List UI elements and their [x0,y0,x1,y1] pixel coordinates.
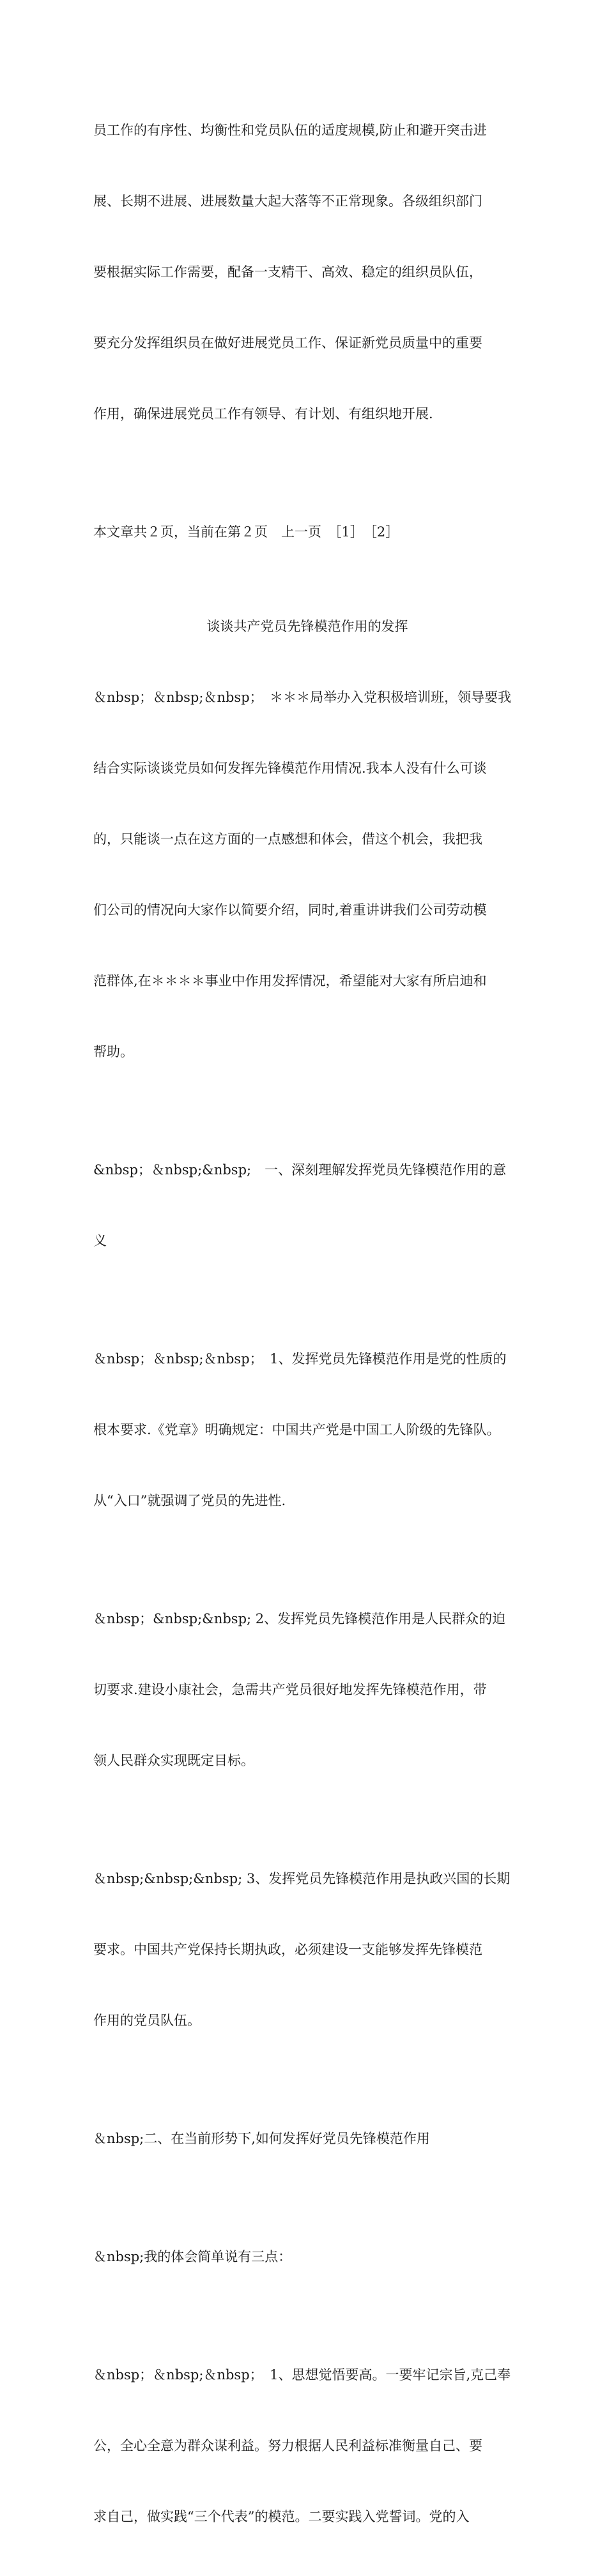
text-line: 公，全心全意为群众谋利益。努力根据人民利益标准衡量自己、要 [93,2438,482,2453]
section-heading-1 [93,1111,521,1300]
text-line: 根本要求.《党章》明确规定：中国共产党是中国工人阶级的先锋队。 [93,1422,500,1437]
text-line: 要充分发挥组织员在做好进展党员工作、保证新党员质量中的重要 [93,335,482,351]
article-title: 谈谈共产党员先锋模范作用的发挥 [206,619,408,634]
pagination-text: 本文章共２页，当前在第２页 上一页 ［1］ ［2］ [93,524,399,540]
text-line: 作用，确保进展党员工作有领导、有计划、有组织地开展. [93,406,433,421]
text-line: 切要求.建设小康社会，急需共产党员很好地发挥先锋模范作用，带 [93,1682,487,1697]
text-line: 员工作的有序性、均衡性和党员队伍的适度规模,防止和避开突击进 [93,123,487,138]
blank-line [93,591,521,615]
experience-intro [93,2198,521,2316]
text-line: 从“入口”就强调了党员的先进性. [93,1493,286,1508]
text-line: ＆nbsp;&nbsp;&nbsp; 3、发挥党员先锋模范作用是执政兴国的长期 [93,1871,511,1886]
text-line: 义 [93,1233,107,1248]
text-line: 展、长期不进展、进展数量大起大落等不正常现象。各级组织部门 [93,193,482,209]
text-line: 范群体,在＊＊＊＊事业中作用发挥情况，希望能对大家有所启迪和 [93,973,487,989]
list-item-1 [93,1300,521,1560]
text-line: ＆nbsp;我的体会简单说有三点： [93,2249,292,2264]
text-line: ＆nbsp；&nbsp;&nbsp; 2、发挥党员先锋模范作用是人民群众的迫 [93,1611,506,1626]
section-heading-2 [93,2080,521,2198]
paragraph-intro [93,639,521,1111]
document-body [93,72,521,2576]
list-item-3 [93,1820,521,2080]
text-line: 求自己，做实践“三个代表”的模范。二要实践入党誓词。党的入 [93,2509,470,2524]
text-line: 作用的党员队伍。 [93,2013,201,2028]
text-line: 要求。中国共产党保持长期执政，必须建设一支能够发挥先锋模范 [93,1942,482,1957]
text-line: ＆nbsp；＆nbsp;＆nbsp； 1、思想觉悟要高。一要牢记宗旨,克己奉 [93,2367,511,2383]
text-line: 结合实际谈谈党员如何发挥先锋模范作用情况.我本人没有什么可谈 [93,761,487,776]
list-item-2 [93,1560,521,1820]
text-line: ＆nbsp；＆nbsp;＆nbsp； ＊＊＊局举办入党积极培训班，领导要我 [93,690,512,705]
text-line: &nbsp；＆nbsp;&nbsp; 一、深刻理解发挥党员先锋模范作用的意 [93,1162,507,1178]
text-line: ＆nbsp；＆nbsp;＆nbsp； 1、发挥党员先锋模范作用是党的性质的 [93,1351,507,1367]
text-line: ＆nbsp;二、在当前形势下,如何发挥好党员先锋模范作用 [93,2131,430,2146]
paragraph-continued [93,72,521,473]
point-1 [93,2316,521,2576]
text-line: 领人民群众实现既定目标。 [93,1753,254,1768]
text-line: 的，只能谈一点在这方面的一点感想和体会，借这个机会，我把我 [93,831,482,847]
text-line: 们公司的情况向大家作以简要介绍，同时,着重讲讲我们公司劳动模 [93,902,487,918]
text-line: 帮助。 [93,1044,134,1059]
pagination-line [93,473,521,591]
text-line: 要根据实际工作需要，配备一支精干、高效、稳定的组织员队伍， [93,264,482,280]
